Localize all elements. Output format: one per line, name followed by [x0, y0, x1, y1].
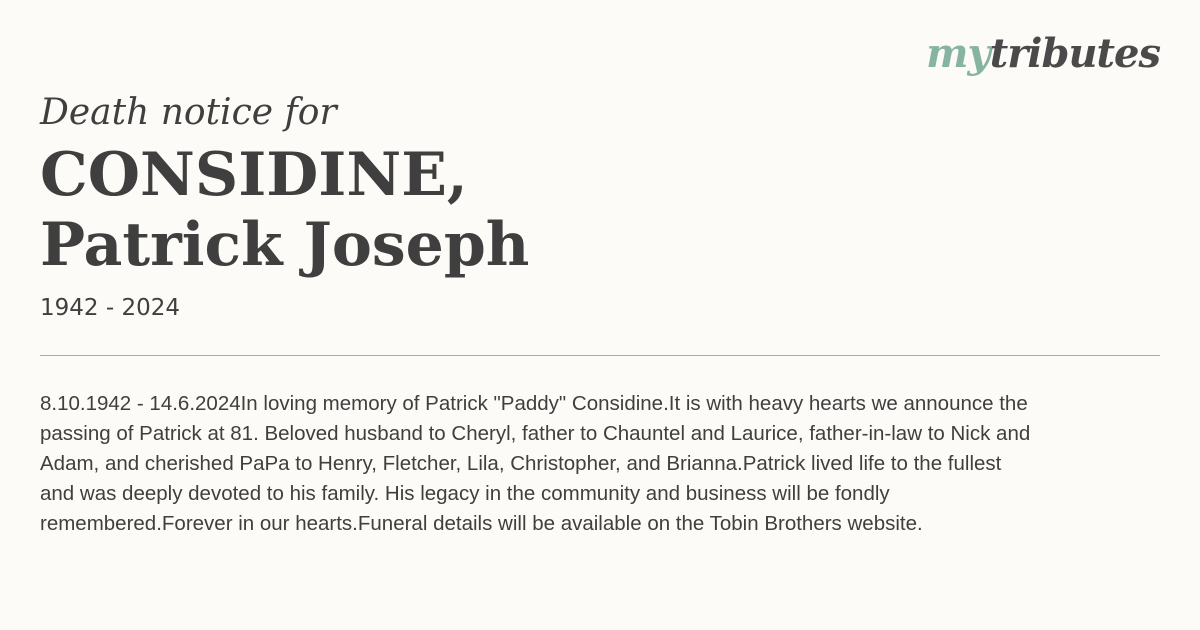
life-years: 1942 - 2024: [40, 295, 180, 321]
section-divider: [40, 355, 1160, 356]
deceased-given-names: Patrick Joseph: [40, 210, 530, 280]
notice-body-line: passing of Patrick at 81. Beloved husband to Cheryl, father to Chauntel and Laurice, father-in-law to Nick and: [40, 422, 1031, 445]
notice-label: Death notice for: [40, 92, 337, 133]
notice-body-line: and was deeply devoted to his family. His legacy in the community and business will be fondly: [40, 482, 890, 505]
deceased-name: [40, 140, 1040, 280]
notice-body: [40, 389, 1150, 539]
logo-my-text: my: [926, 30, 990, 77]
notice-body-line: remembered.Forever in our hearts.Funeral details will be available on the Tobin Brothers website.: [40, 512, 923, 535]
mytributes-logo[interactable]: [926, 30, 1160, 77]
notice-body-line: 8.10.1942 - 14.6.2024In loving memory of Patrick "Paddy" Considine.It is with heavy hearts we announce the: [40, 392, 1028, 415]
logo-tributes-text: tributes: [989, 30, 1160, 77]
deceased-surname: CONSIDINE,: [40, 140, 468, 210]
notice-header: [40, 88, 1040, 324]
notice-body-line: Adam, and cherished PaPa to Henry, Fletcher, Lila, Christopher, and Brianna.Patrick lived life to the fullest: [40, 452, 1002, 475]
